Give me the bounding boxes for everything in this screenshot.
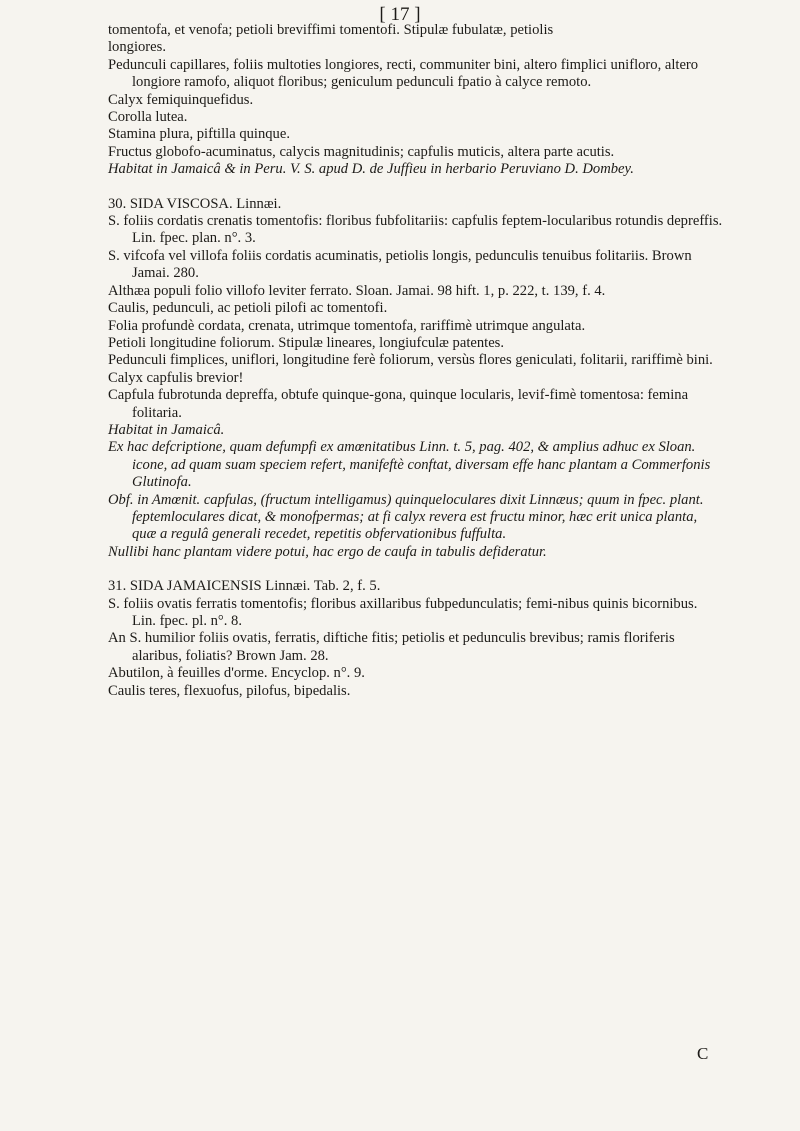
- text-line: Habitat in Jamaicâ & in Peru. V. S. apud D. de Juffieu in herbario Peruviano D. Dombey.: [108, 161, 634, 178]
- text-line: Fructus globofo-acuminatus, calycis magnitudinis; capfulis muticis, altera parte acutis.: [108, 143, 615, 160]
- page-text: [108, 22, 723, 700]
- text-line: Pedunculi fimplices, uniflori, longitudine ferè foliorum, versùs flores geniculati, folitarii, rariffimè bini.: [108, 352, 713, 369]
- text-line: 31. SIDA JAMAICENSIS Linnæi. Tab. 2, f. 5.: [108, 578, 381, 595]
- text-line: Corolla lutea.: [108, 109, 188, 126]
- text-line: Caulis, pedunculi, ac petioli pilofi ac tomentofi.: [108, 300, 388, 317]
- signature-mark: C: [697, 1044, 709, 1063]
- text-line: Calyx capfulis brevior!: [108, 369, 244, 386]
- text-line: An S. humilior foliis ovatis, ferratis, diftiche fitis; petiolis et pedunculis brevibus; ramis floriferis alaribus, foliatis? Brown Jam. 28.: [108, 630, 675, 664]
- text-line: S. vifcofa vel villofa foliis cordatis acuminatis, petiolis longis, pedunculis tenuibus folitariis. Brown Jamai. 280.: [108, 247, 692, 282]
- text-line: Habitat in Jamaicâ.: [108, 421, 225, 438]
- text-line: Obf. in Amœnit. capfulas, (fructum intelligamus) quinqueloculares dixit Linnæus; quum in fpec. plant. feptemloculares dicat, & monofpermas; at fi calyx revera est fructu minor, hæc erit unica planta, quæ a regulâ generali recedet, repetitis obfervationibus fuffulta.: [108, 491, 704, 543]
- text-line: Calyx femiquinquefidus.: [108, 91, 254, 108]
- text-line: tomentofa, et venofa; petioli breviffimi tomentofi. Stipulæ fubulatæ, petiolis: [108, 22, 554, 38]
- text-line: Capfula fubrotunda depreffa, obtufe quinque-gona, quinque locularis, levif-fimè tomentosa: femina folitaria.: [108, 387, 689, 421]
- text-line: Ex hac defcriptione, quam defumpfi ex amœnitatibus Linn. t. 5, pag. 402, & amplius adhuc ex Sloan. icone, ad quam suam speciem refert, manifeftè conftat, diversam effe hanc plantam a Commerfonis Glutinofa.: [108, 439, 711, 491]
- text-line: Abutilon, à feuilles d'orme. Encyclop. n°. 9.: [108, 665, 365, 682]
- text-line: Stamina plura, piftilla quinque.: [108, 126, 290, 143]
- text-line: Caulis teres, flexuofus, pilofus, bipedalis.: [108, 682, 351, 699]
- text-line: Pedunculi capillares, foliis multoties longiores, recti, communiter bini, altero fimplici unifloro, altero longiore ramofo, aliquot floribus; geniculum pedunculi fpatio à calyce remoto.: [108, 56, 699, 91]
- page-number: [ 17 ]: [379, 4, 421, 25]
- text-line: Althæa populi folio villofo leviter ferrato. Sloan. Jamai. 98 hift. 1, p. 222, t. 139, f. 4.: [108, 282, 606, 299]
- text-line: Nullibi hanc plantam videre potui, hac ergo de caufa in tabulis defideratur.: [108, 543, 547, 560]
- text-line: 30. SIDA VISCOSA. Linnæi.: [108, 195, 282, 212]
- text-line: S. foliis ovatis ferratis tomentofis; floribus axillaribus fubpedunculatis; femi-nibus quinis bicornibus. Lin. fpec. pl. n°. 8.: [108, 595, 698, 629]
- text-line: Petioli longitudine foliorum. Stipulæ lineares, longiufculæ patentes.: [108, 334, 505, 351]
- text-line: Folia profundè cordata, crenata, utrimque tomentofa, rariffimè utrimque angulata.: [108, 317, 586, 334]
- text-line: longiores.: [108, 39, 166, 56]
- text-line: S. foliis cordatis crenatis tomentofis: floribus fubfolitariis: capfulis feptem-locularibus rotundis depreffis. Lin. fpec. plan. n°. 3.: [108, 213, 723, 247]
